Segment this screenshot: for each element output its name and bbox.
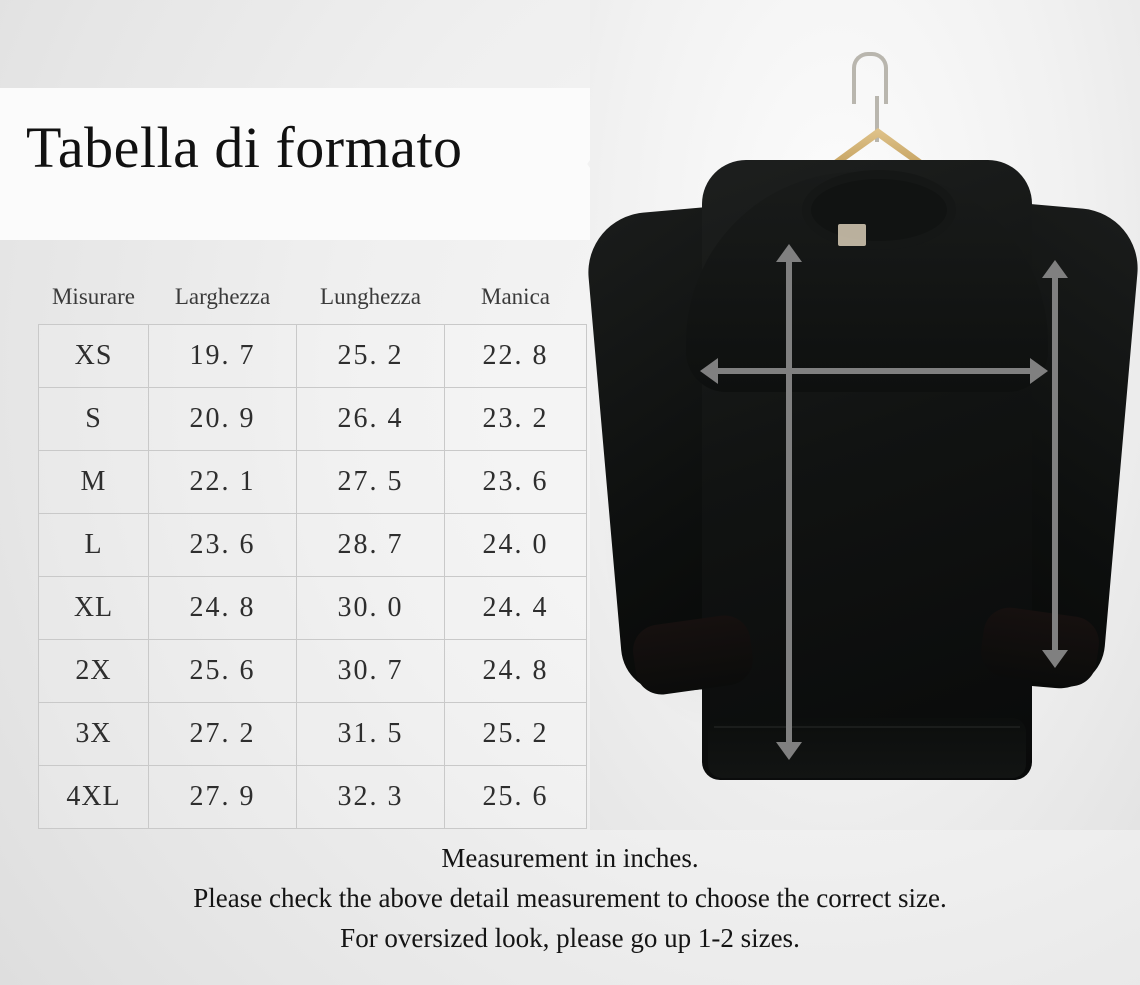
sleeve-arrowhead-bottom-icon [1042, 650, 1068, 668]
column-header-measure: Misurare [51, 284, 136, 309]
cell-length: 32. 3 [297, 766, 445, 829]
cell-width: 23. 6 [149, 514, 297, 577]
cell-width: 24. 8 [149, 577, 297, 640]
cell-length: 31. 5 [297, 703, 445, 766]
table-row [39, 577, 587, 640]
cell-width: 22. 1 [149, 451, 297, 514]
title-banner [0, 88, 640, 240]
shirt-collar [802, 170, 956, 250]
cell-sleeve: 22. 8 [445, 325, 587, 388]
size-table-head [39, 280, 587, 325]
note-line-3: For oversized look, please go up 1-2 sizes. [340, 923, 800, 953]
cell-length: 30. 0 [297, 577, 445, 640]
size-table-container [38, 280, 586, 829]
cell-size: M [39, 451, 149, 514]
cell-sleeve: 25. 6 [445, 766, 587, 829]
cell-size: XS [39, 325, 149, 388]
table-header-row [39, 280, 587, 325]
column-header-width: Larghezza [174, 284, 271, 309]
note-line-1: Measurement in inches. [441, 843, 699, 873]
cell-length: 27. 5 [297, 451, 445, 514]
cell-size: 2X [39, 640, 149, 703]
cell-sleeve: 23. 2 [445, 388, 587, 451]
cell-size: S [39, 388, 149, 451]
width-arrowhead-right-icon [1030, 358, 1048, 384]
table-row [39, 388, 587, 451]
width-arrowhead-left-icon [700, 358, 718, 384]
length-arrowhead-top-icon [776, 244, 802, 262]
cell-sleeve: 25. 2 [445, 703, 587, 766]
table-row [39, 703, 587, 766]
shirt-hem-line [714, 726, 1020, 728]
cell-size: XL [39, 577, 149, 640]
cell-length: 28. 7 [297, 514, 445, 577]
length-arrowhead-bottom-icon [776, 742, 802, 760]
table-row [39, 640, 587, 703]
sleeve-arrowhead-top-icon [1042, 260, 1068, 278]
cell-size: L [39, 514, 149, 577]
cell-width: 20. 9 [149, 388, 297, 451]
length-measurement-arrow [786, 262, 792, 742]
cell-sleeve: 23. 6 [445, 451, 587, 514]
footer-notes [0, 838, 1140, 958]
note-line-2: Please check the above detail measurement to choose the correct size. [193, 883, 947, 913]
cell-width: 27. 9 [149, 766, 297, 829]
cell-sleeve: 24. 0 [445, 514, 587, 577]
column-header-length: Lunghezza [320, 284, 421, 309]
cell-length: 25. 2 [297, 325, 445, 388]
column-header-sleeve: Manica [481, 284, 550, 309]
cell-length: 30. 7 [297, 640, 445, 703]
neck-tag [838, 224, 866, 246]
product-photo [590, 0, 1140, 830]
size-table-body [39, 325, 587, 829]
cell-sleeve: 24. 8 [445, 640, 587, 703]
table-row [39, 325, 587, 388]
table-row [39, 451, 587, 514]
cell-length: 26. 4 [297, 388, 445, 451]
sleeve-measurement-arrow [1052, 278, 1058, 650]
size-table [38, 280, 587, 829]
cell-width: 25. 6 [149, 640, 297, 703]
cell-size: 3X [39, 703, 149, 766]
table-row [39, 766, 587, 829]
table-row [39, 514, 587, 577]
page-title: Tabella di formato [26, 115, 463, 180]
cell-sleeve: 24. 4 [445, 577, 587, 640]
width-measurement-arrow [718, 368, 1030, 374]
cell-width: 19. 7 [149, 325, 297, 388]
cell-width: 27. 2 [149, 703, 297, 766]
cell-size: 4XL [39, 766, 149, 829]
